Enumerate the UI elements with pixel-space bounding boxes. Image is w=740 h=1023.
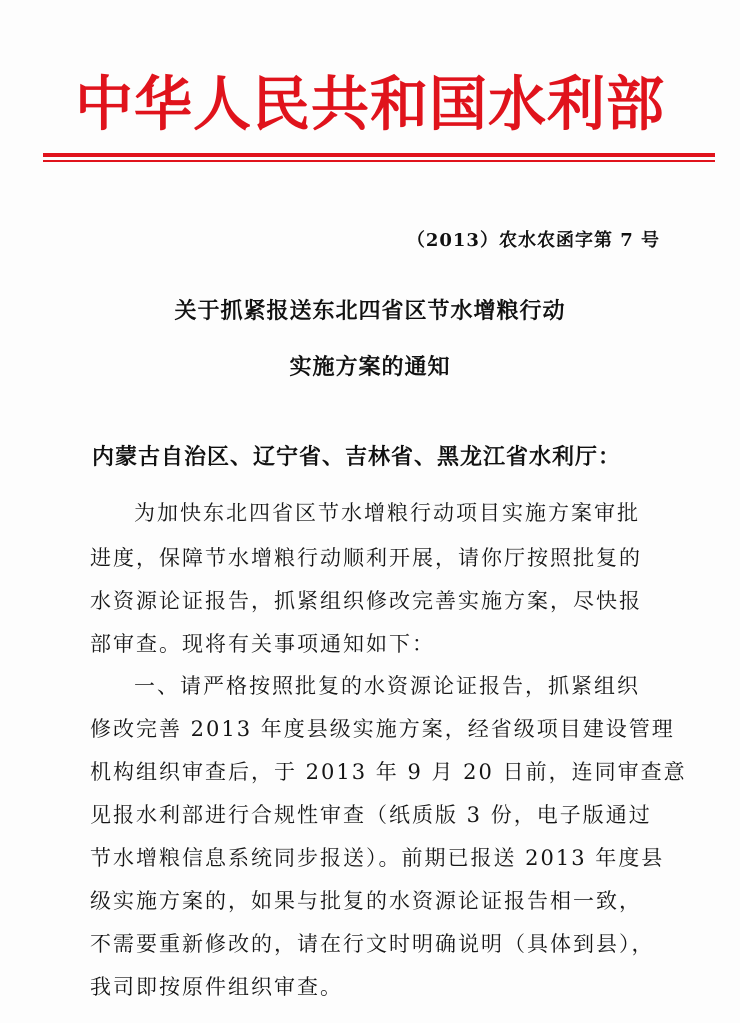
ministry-masthead: 中华人民共和国水利部 [74, 69, 665, 139]
body-line: 为加快东北四省区节水增粮行动项目实施方案审批 [134, 501, 640, 525]
document-number: （2013）农水农函字第 7 号 [406, 230, 660, 251]
addressee: 内蒙古自治区、辽宁省、吉林省、黑龙江省水利厅： [92, 445, 622, 470]
body-line: 一、请严格按照批复的水资源论证报告，抓紧组织 [134, 674, 640, 698]
body-line: 进度，保障节水增粮行动顺利开展，请你厅按照批复的 [90, 546, 642, 570]
body-line: 部审查。现将有关事项通知如下： [90, 632, 435, 656]
document-title-line-1: 关于抓紧报送东北四省区节水增粮行动 [174, 298, 566, 324]
body-line: 机构组织审查后，于 2013 年 9 月 20 日前，连同审查意 [90, 760, 687, 784]
masthead-rule-thin [43, 160, 715, 162]
body-line: 我司即按原件组织审查。 [90, 975, 343, 999]
document-title-line-2: 实施方案的通知 [289, 354, 451, 380]
masthead-rule-thick [43, 153, 715, 157]
body-line: 见报水利部进行合规性审查（纸质版 3 份，电子版通过 [90, 803, 652, 827]
body-line: 级实施方案的，如果与批复的水资源论证报告相一致， [90, 889, 642, 913]
body-line: 节水增粮信息系统同步报送）。前期已报送 2013 年度县 [90, 846, 665, 870]
body-line: 修改完善 2013 年度县级实施方案，经省级项目建设管理 [90, 717, 675, 741]
body-line: 水资源论证报告，抓紧组织修改完善实施方案，尽快报 [90, 589, 642, 613]
body-line: 不需要重新修改的，请在行文时明确说明（具体到县）， [90, 932, 655, 956]
